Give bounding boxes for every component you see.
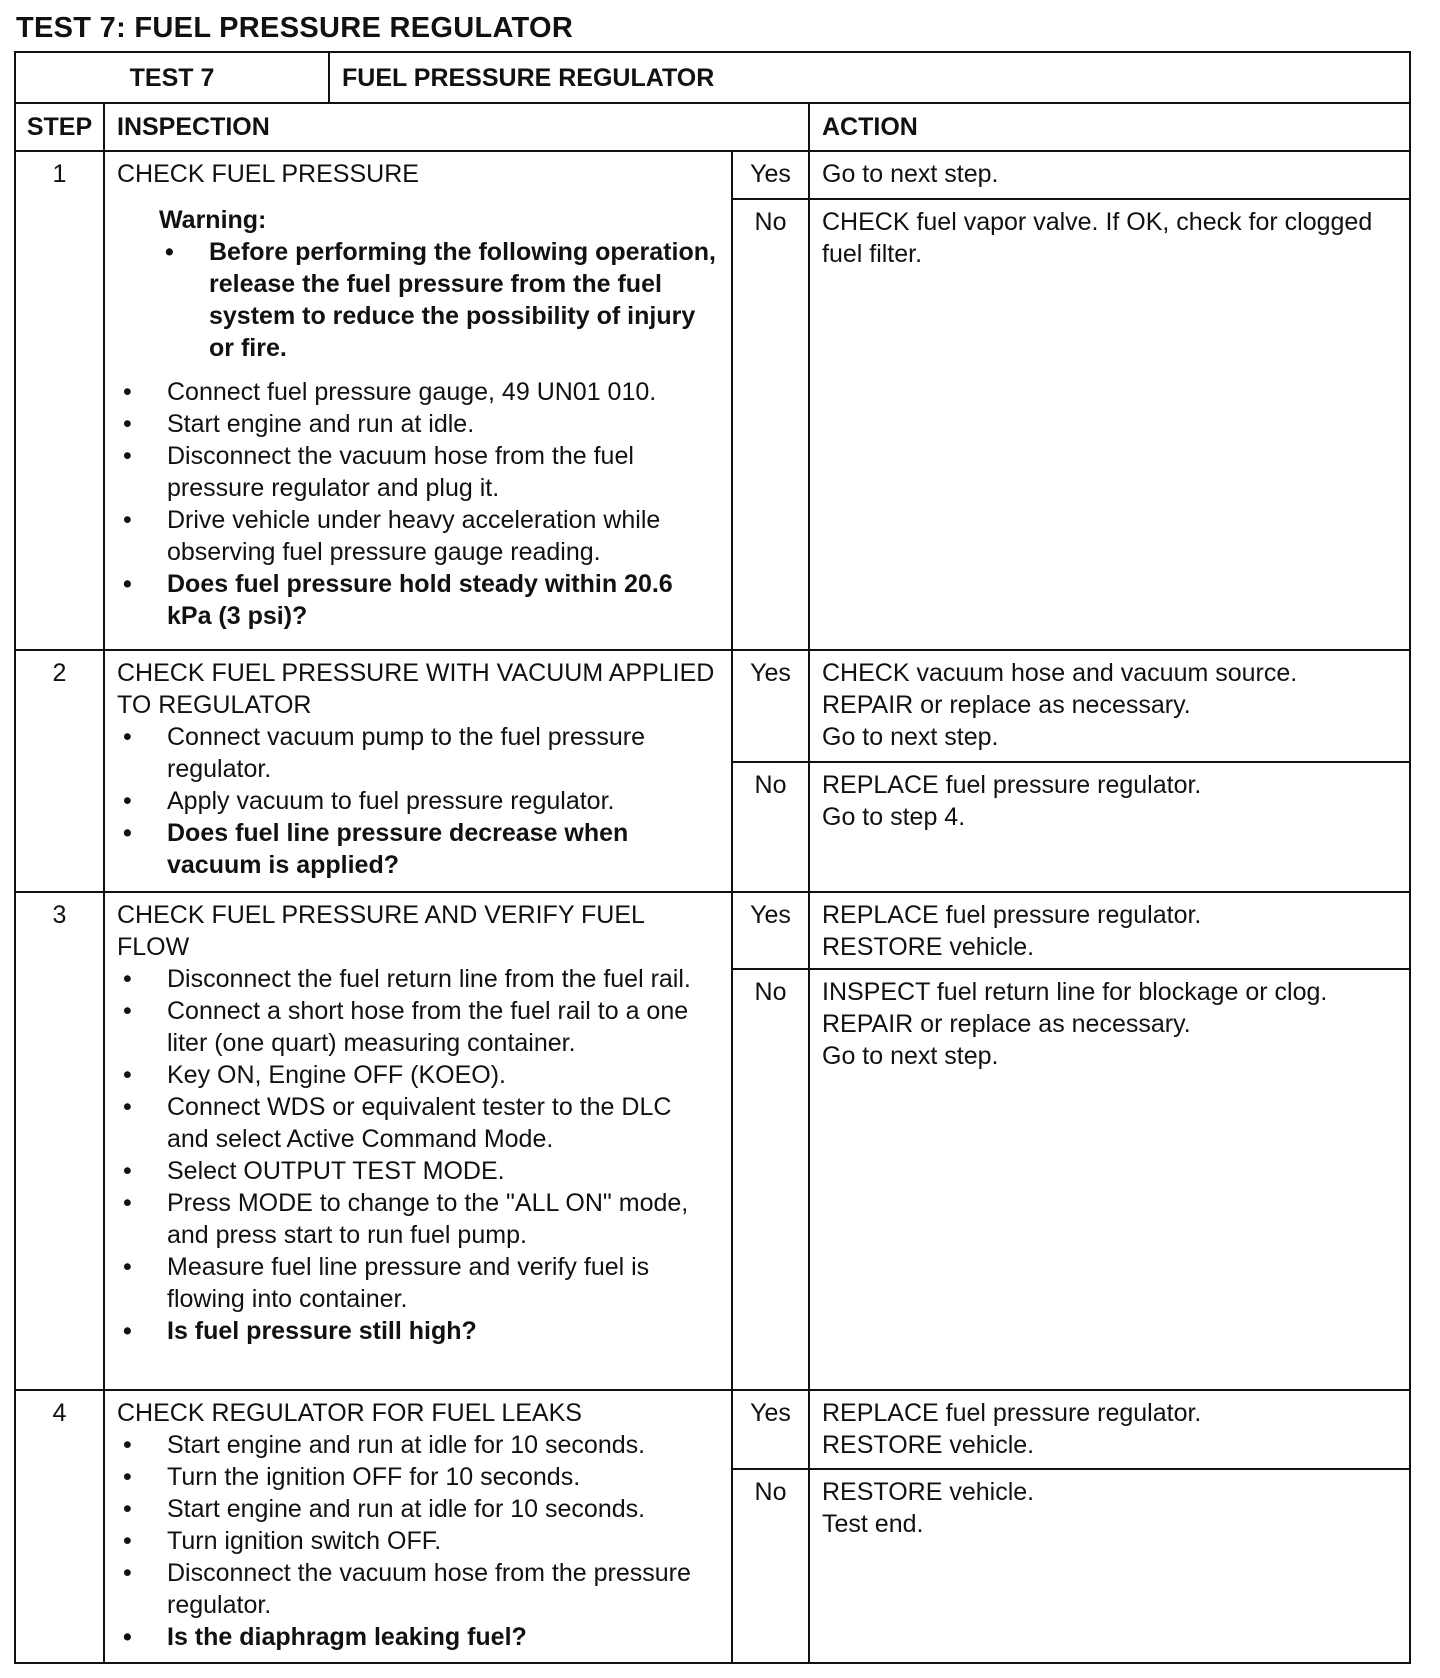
step-header: STEP bbox=[15, 103, 104, 151]
no-label: No bbox=[732, 1469, 809, 1663]
yes-action bbox=[809, 151, 1410, 199]
no-action bbox=[809, 762, 1410, 892]
inspection-item: • Connect fuel pressure gauge, 49 UN01 010. bbox=[117, 376, 719, 408]
no-action bbox=[809, 1469, 1410, 1663]
step-number: 1 bbox=[15, 151, 104, 650]
action-line: REPLACE fuel pressure regulator. bbox=[822, 771, 1202, 799]
inspection-item: • Drive vehicle under heavy acceleration while observing fuel pressure gauge reading. bbox=[117, 504, 719, 568]
inspection-item: • Measure fuel line pressure and verify fuel is flowing into container. bbox=[117, 1251, 719, 1315]
inspection-header: INSPECTION bbox=[104, 103, 809, 151]
step-heading: CHECK FUEL PRESSURE AND VERIFY FUEL FLOW bbox=[117, 901, 644, 961]
test-name: FUEL PRESSURE REGULATOR bbox=[329, 52, 1410, 103]
action-line: Go to next step. bbox=[822, 723, 999, 751]
yes-action bbox=[809, 892, 1410, 969]
yes-label: Yes bbox=[732, 892, 809, 969]
yes-label: Yes bbox=[732, 1390, 809, 1469]
inspection-item: • Select OUTPUT TEST MODE. bbox=[117, 1155, 719, 1187]
action-line: INSPECT fuel return line for blockage or clog. bbox=[822, 978, 1328, 1006]
inspection-item: • Connect vacuum pump to the fuel pressure regulator. bbox=[117, 721, 719, 785]
inspection-cell bbox=[104, 151, 732, 650]
no-action bbox=[809, 969, 1410, 1390]
action-line: Go to next step. bbox=[822, 160, 999, 188]
inspection-item: • Disconnect the vacuum hose from the fuel pressure regulator and plug it. bbox=[117, 440, 719, 504]
step-heading: CHECK FUEL PRESSURE bbox=[117, 160, 419, 188]
step-row bbox=[15, 1390, 1410, 1469]
inspection-question: • Does fuel line pressure decrease when vacuum is applied? bbox=[117, 817, 719, 881]
inspection-item: • Key ON, Engine OFF (KOEO). bbox=[117, 1059, 719, 1091]
step-row bbox=[15, 650, 1410, 762]
no-label: No bbox=[732, 762, 809, 892]
inspection-question: • Does fuel pressure hold steady within 20.6 kPa (3 psi)? bbox=[117, 568, 719, 632]
action-line: Go to next step. bbox=[822, 1042, 999, 1070]
action-line: REPLACE fuel pressure regulator. bbox=[822, 1399, 1202, 1427]
no-action bbox=[809, 199, 1410, 650]
inspection-question: • Is the diaphragm leaking fuel? bbox=[117, 1621, 719, 1653]
test-table bbox=[14, 51, 1411, 1664]
action-line: CHECK vacuum hose and vacuum source. bbox=[822, 659, 1298, 687]
inspection-item: • Apply vacuum to fuel pressure regulator. bbox=[117, 785, 719, 817]
action-line: REPLACE fuel pressure regulator. bbox=[822, 901, 1202, 929]
action-line: Test end. bbox=[822, 1510, 924, 1538]
action-line: REPAIR or replace as necessary. bbox=[822, 1010, 1191, 1038]
step-number: 4 bbox=[15, 1390, 104, 1663]
inspection-list bbox=[117, 963, 719, 1347]
yes-action bbox=[809, 650, 1410, 762]
inspection-item: • Press MODE to change to the "ALL ON" mode, and press start to run fuel pump. bbox=[117, 1187, 719, 1251]
inspection-item: • Connect a short hose from the fuel rail to a one liter (one quart) measuring container. bbox=[117, 995, 719, 1059]
action-line: RESTORE vehicle. bbox=[822, 1478, 1035, 1506]
inspection-cell bbox=[104, 650, 732, 892]
inspection-list bbox=[117, 1429, 719, 1653]
step-number: 3 bbox=[15, 892, 104, 1390]
no-label: No bbox=[732, 199, 809, 650]
inspection-question: • Is fuel pressure still high? bbox=[117, 1315, 719, 1347]
warning-box bbox=[159, 204, 719, 364]
warning-text: • Before performing the following operation, release the fuel pressure from the fuel system to reduce the possibility of injury or fire. bbox=[159, 236, 719, 364]
yes-label: Yes bbox=[732, 650, 809, 762]
action-header: ACTION bbox=[809, 103, 1410, 151]
action-line: REPAIR or replace as necessary. bbox=[822, 691, 1191, 719]
no-label: No bbox=[732, 969, 809, 1390]
inspection-cell bbox=[104, 892, 732, 1390]
action-line: RESTORE vehicle. bbox=[822, 1431, 1035, 1459]
inspection-cell bbox=[104, 1390, 732, 1663]
inspection-list bbox=[117, 721, 719, 881]
inspection-list bbox=[117, 376, 719, 632]
yes-action bbox=[809, 1390, 1410, 1469]
page-title: TEST 7: FUEL PRESSURE REGULATOR bbox=[16, 12, 574, 44]
inspection-item: • Turn the ignition OFF for 10 seconds. bbox=[117, 1461, 719, 1493]
inspection-item: • Connect WDS or equivalent tester to the DLC and select Active Command Mode. bbox=[117, 1091, 719, 1155]
step-heading: CHECK REGULATOR FOR FUEL LEAKS bbox=[117, 1399, 582, 1427]
inspection-item: • Disconnect the vacuum hose from the pressure regulator. bbox=[117, 1557, 719, 1621]
inspection-item: • Disconnect the fuel return line from the fuel rail. bbox=[117, 963, 719, 995]
inspection-item: • Turn ignition switch OFF. bbox=[117, 1525, 719, 1557]
test-number: TEST 7 bbox=[15, 52, 329, 103]
step-row bbox=[15, 892, 1410, 969]
step-heading: CHECK FUEL PRESSURE WITH VACUUM APPLIED TO REGULATOR bbox=[117, 659, 715, 719]
inspection-item: • Start engine and run at idle. bbox=[117, 408, 719, 440]
inspection-item: • Start engine and run at idle for 10 seconds. bbox=[117, 1429, 719, 1461]
action-line: Go to step 4. bbox=[822, 803, 966, 831]
action-line: RESTORE vehicle. bbox=[822, 933, 1035, 961]
inspection-item: • Start engine and run at idle for 10 seconds. bbox=[117, 1493, 719, 1525]
warning-label: Warning: bbox=[159, 206, 267, 234]
step-row bbox=[15, 151, 1410, 199]
step-number: 2 bbox=[15, 650, 104, 892]
yes-label: Yes bbox=[732, 151, 809, 199]
action-line: CHECK fuel vapor valve. If OK, check for clogged fuel filter. bbox=[822, 208, 1373, 268]
